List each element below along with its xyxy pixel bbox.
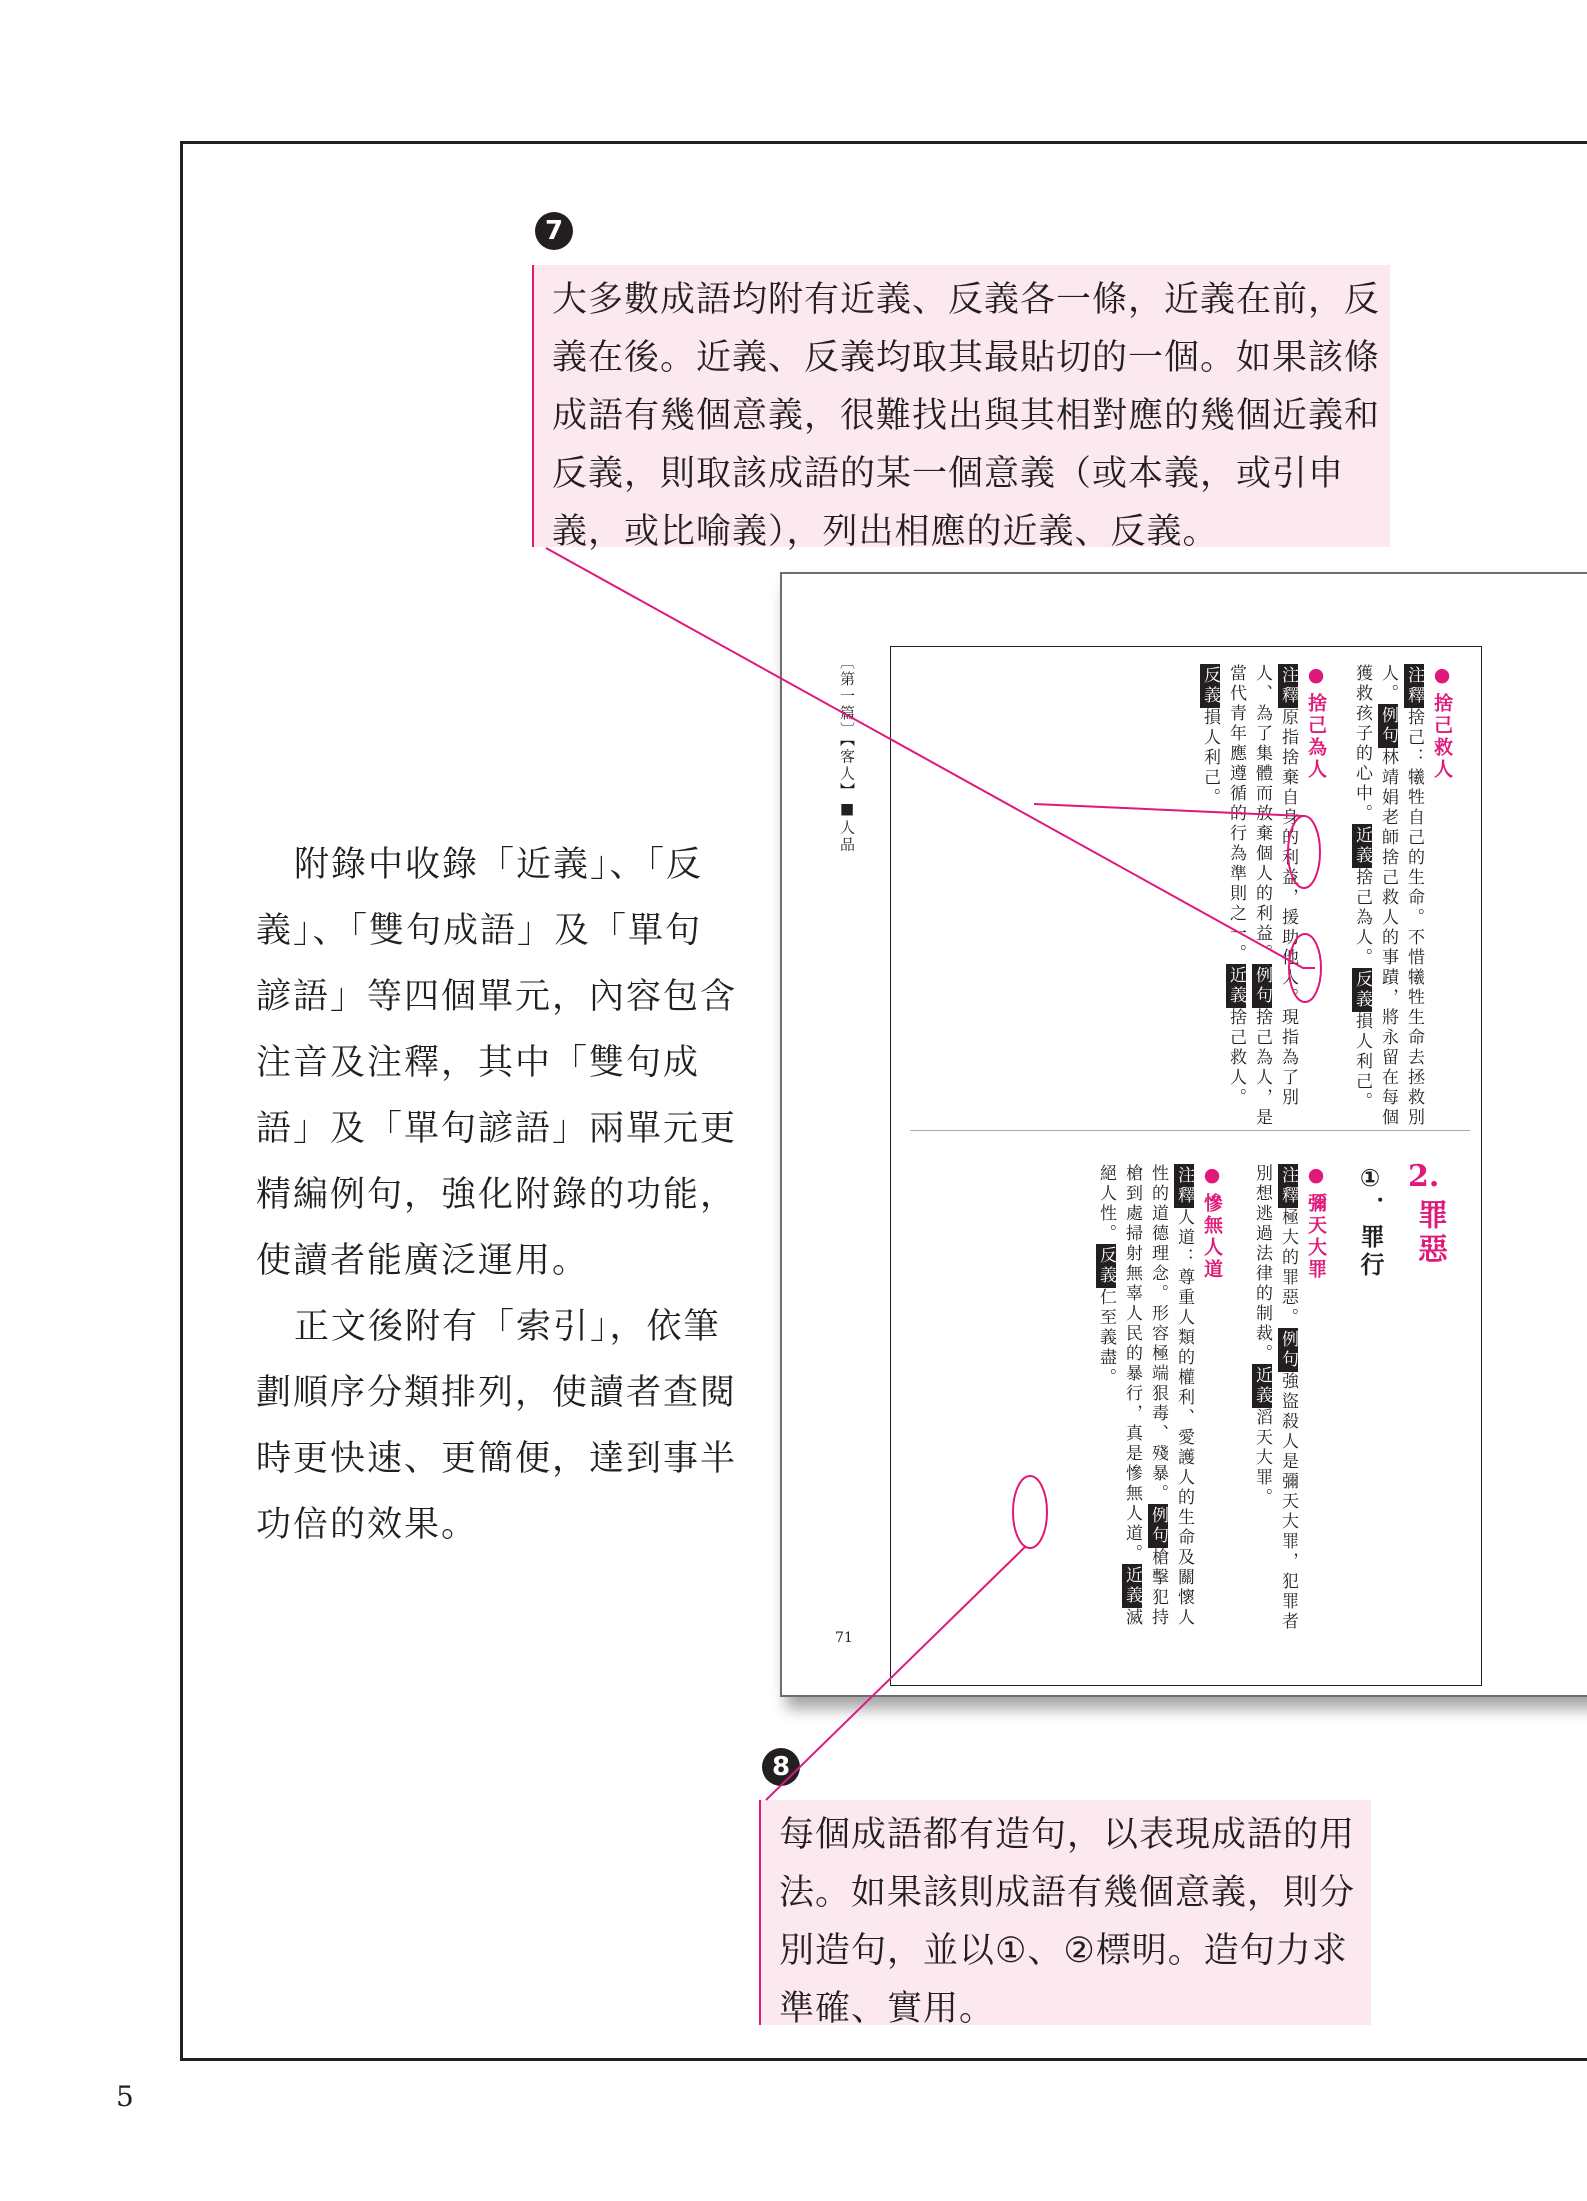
- callout-line: 義在後。近義、反義均取其最貼切的一個。如果該條: [552, 338, 1381, 378]
- entry-title: ● 捨己救人: [1430, 664, 1454, 781]
- text-line: 正文後附有「索引」，依筆: [294, 1307, 721, 1347]
- callout-line: 法。如果該則成語有幾個意義，則分: [779, 1873, 1356, 1913]
- note-text: 捨己：犧牲自己的生命。不惜犧牲生命去拯救別: [1404, 708, 1424, 1128]
- note-tag: 注釋: [1404, 666, 1424, 706]
- antonym-tag: 反義: [1352, 970, 1372, 1010]
- text-line: 精編例句，強化附錄的功能，: [256, 1175, 738, 1215]
- example-text: 獲救孩子的心中。: [1352, 664, 1372, 824]
- callout-line: 別造句，並以①、②標明。造句力求: [779, 1931, 1348, 1971]
- callout-badge-7: 7: [535, 212, 573, 250]
- synonym-text: 捨己救人。: [1226, 1008, 1246, 1108]
- entry-line: [1376, 664, 1400, 1128]
- entry-title: ● 捨己為人: [1304, 664, 1328, 781]
- entry-line: [1094, 1164, 1118, 1388]
- description-text: [256, 832, 736, 1558]
- antonym-text: 仁至義盡。: [1096, 1288, 1116, 1388]
- text-line: 諺語」等四個單元，內容包含: [256, 977, 738, 1017]
- entry-line: [1172, 1164, 1196, 1628]
- chapter-number: 2.: [1408, 1159, 1440, 1194]
- chapter-title: 罪惡: [1412, 1199, 1447, 1267]
- synonym-text: 絕人性。: [1096, 1164, 1116, 1244]
- text-line: 義」、「雙句成語」及「單句: [256, 911, 703, 951]
- note-tag: 注釋: [1278, 666, 1298, 706]
- example-tag: 例句: [1252, 966, 1272, 1006]
- antonym-text: 損人利己。: [1200, 708, 1220, 808]
- text-line: 使讀者能廣泛運用。: [256, 1241, 590, 1281]
- callout-line: 義，或比喻義），列出相應的近義、反義。: [552, 512, 1219, 552]
- synonym-text: 滔天大罪。: [1252, 1408, 1272, 1508]
- example-tag: 例句: [1148, 1506, 1168, 1546]
- entry-line: [1198, 664, 1222, 808]
- page-number: 5: [116, 2080, 134, 2113]
- note-text: 人、為了集體而放棄個人的利益。: [1252, 664, 1272, 964]
- text-line: 語」及「單句諺語」兩單元更: [256, 1109, 738, 1149]
- synonym-text: 捨己為人。: [1352, 868, 1372, 968]
- callout-line: 反義，則取該成語的某一個意義（或本義，或引申: [552, 454, 1345, 494]
- callout-8: [759, 1800, 1371, 2029]
- example-text: 別想逃過法律的制裁。: [1252, 1164, 1272, 1364]
- paragraph-appendix: [256, 832, 736, 1294]
- callout-line: 準確、實用。: [779, 1989, 996, 2029]
- example-text: 捨己為人，是: [1252, 1008, 1272, 1128]
- entry-line: [1250, 1164, 1274, 1508]
- text-line: 附錄中收錄「近義」、「反: [294, 845, 704, 885]
- callout-7: [532, 265, 1390, 552]
- text-line: 注音及注釋，其中「雙句成: [256, 1043, 701, 1083]
- synonym-tag: 近義: [1226, 966, 1246, 1006]
- example-text: 林靖娟老師捨己救人的事蹟，將永留在每個: [1378, 748, 1398, 1128]
- callout-line: 每個成語都有造句，以表現成語的用: [779, 1815, 1356, 1855]
- example-text: 強盜殺人是彌天大罪，犯罪者: [1278, 1372, 1298, 1632]
- text-line: 時更快速、更簡便，達到事半: [256, 1439, 738, 1479]
- entry-line: [1224, 664, 1248, 1108]
- callout-line: 成語有幾個意義，很難找出與其相對應的幾個近義和: [552, 396, 1381, 436]
- example-tag: 例句: [1278, 1330, 1298, 1370]
- sample-book-page: [780, 572, 1587, 1697]
- entry-line: [1402, 664, 1426, 1128]
- entry-line: [1120, 1164, 1144, 1628]
- note-text: 人道：尊重人類的權利、愛護人的生命及關懷人: [1174, 1208, 1194, 1628]
- text-line: 劃順序分類排列，使讀者查閱: [256, 1373, 738, 1413]
- note-text: 原指捨棄自身的利益，援助他人。現指為了別: [1278, 708, 1298, 1108]
- synonym-text: 滅: [1122, 1608, 1142, 1628]
- entry-title: ● 彌天大罪: [1304, 1164, 1328, 1281]
- text-line: 功倍的效果。: [256, 1505, 479, 1545]
- entry-line: [1250, 664, 1274, 1128]
- antonym-tag: 反義: [1096, 1246, 1116, 1286]
- callout-badge-8: 8: [762, 1748, 800, 1786]
- example-text: 槍擊犯持: [1148, 1548, 1168, 1628]
- synonym-tag: 近義: [1122, 1566, 1142, 1606]
- note-text: 人。: [1378, 664, 1398, 704]
- callout-line: 大多數成語均附有近義、反義各一條，近義在前，反: [552, 280, 1381, 320]
- note-text: 性的道德理念。形容極端狠毒、殘暴。: [1148, 1164, 1168, 1504]
- subsection-title: ①．罪行: [1356, 1164, 1384, 1280]
- entry-title: ● 慘無人道: [1200, 1164, 1224, 1281]
- note-tag: 注釋: [1278, 1166, 1298, 1206]
- entry-line: [1276, 664, 1300, 1108]
- entry-line: [1350, 664, 1374, 1112]
- running-head: 〔第一篇〕【客人】■人品: [838, 654, 856, 854]
- example-text: 當代青年應遵循的行為準則之一。: [1226, 664, 1246, 964]
- book-page-number: 71: [835, 1630, 853, 1646]
- example-tag: 例句: [1378, 706, 1398, 746]
- antonym-tag: 反義: [1200, 666, 1220, 706]
- paragraph-index: [256, 1294, 736, 1558]
- example-text: 槍到處掃射無辜人民的暴行，真是慘無人道。: [1122, 1164, 1142, 1564]
- antonym-text: 損人利己。: [1352, 1012, 1372, 1112]
- entry-line: [1146, 1164, 1170, 1628]
- note-tag: 注釋: [1174, 1166, 1194, 1206]
- section-divider: [910, 1130, 1470, 1131]
- note-text: 極大的罪惡。: [1278, 1208, 1298, 1328]
- synonym-tag: 近義: [1252, 1366, 1272, 1406]
- entry-line: [1276, 1164, 1300, 1632]
- synonym-tag: 近義: [1352, 826, 1372, 866]
